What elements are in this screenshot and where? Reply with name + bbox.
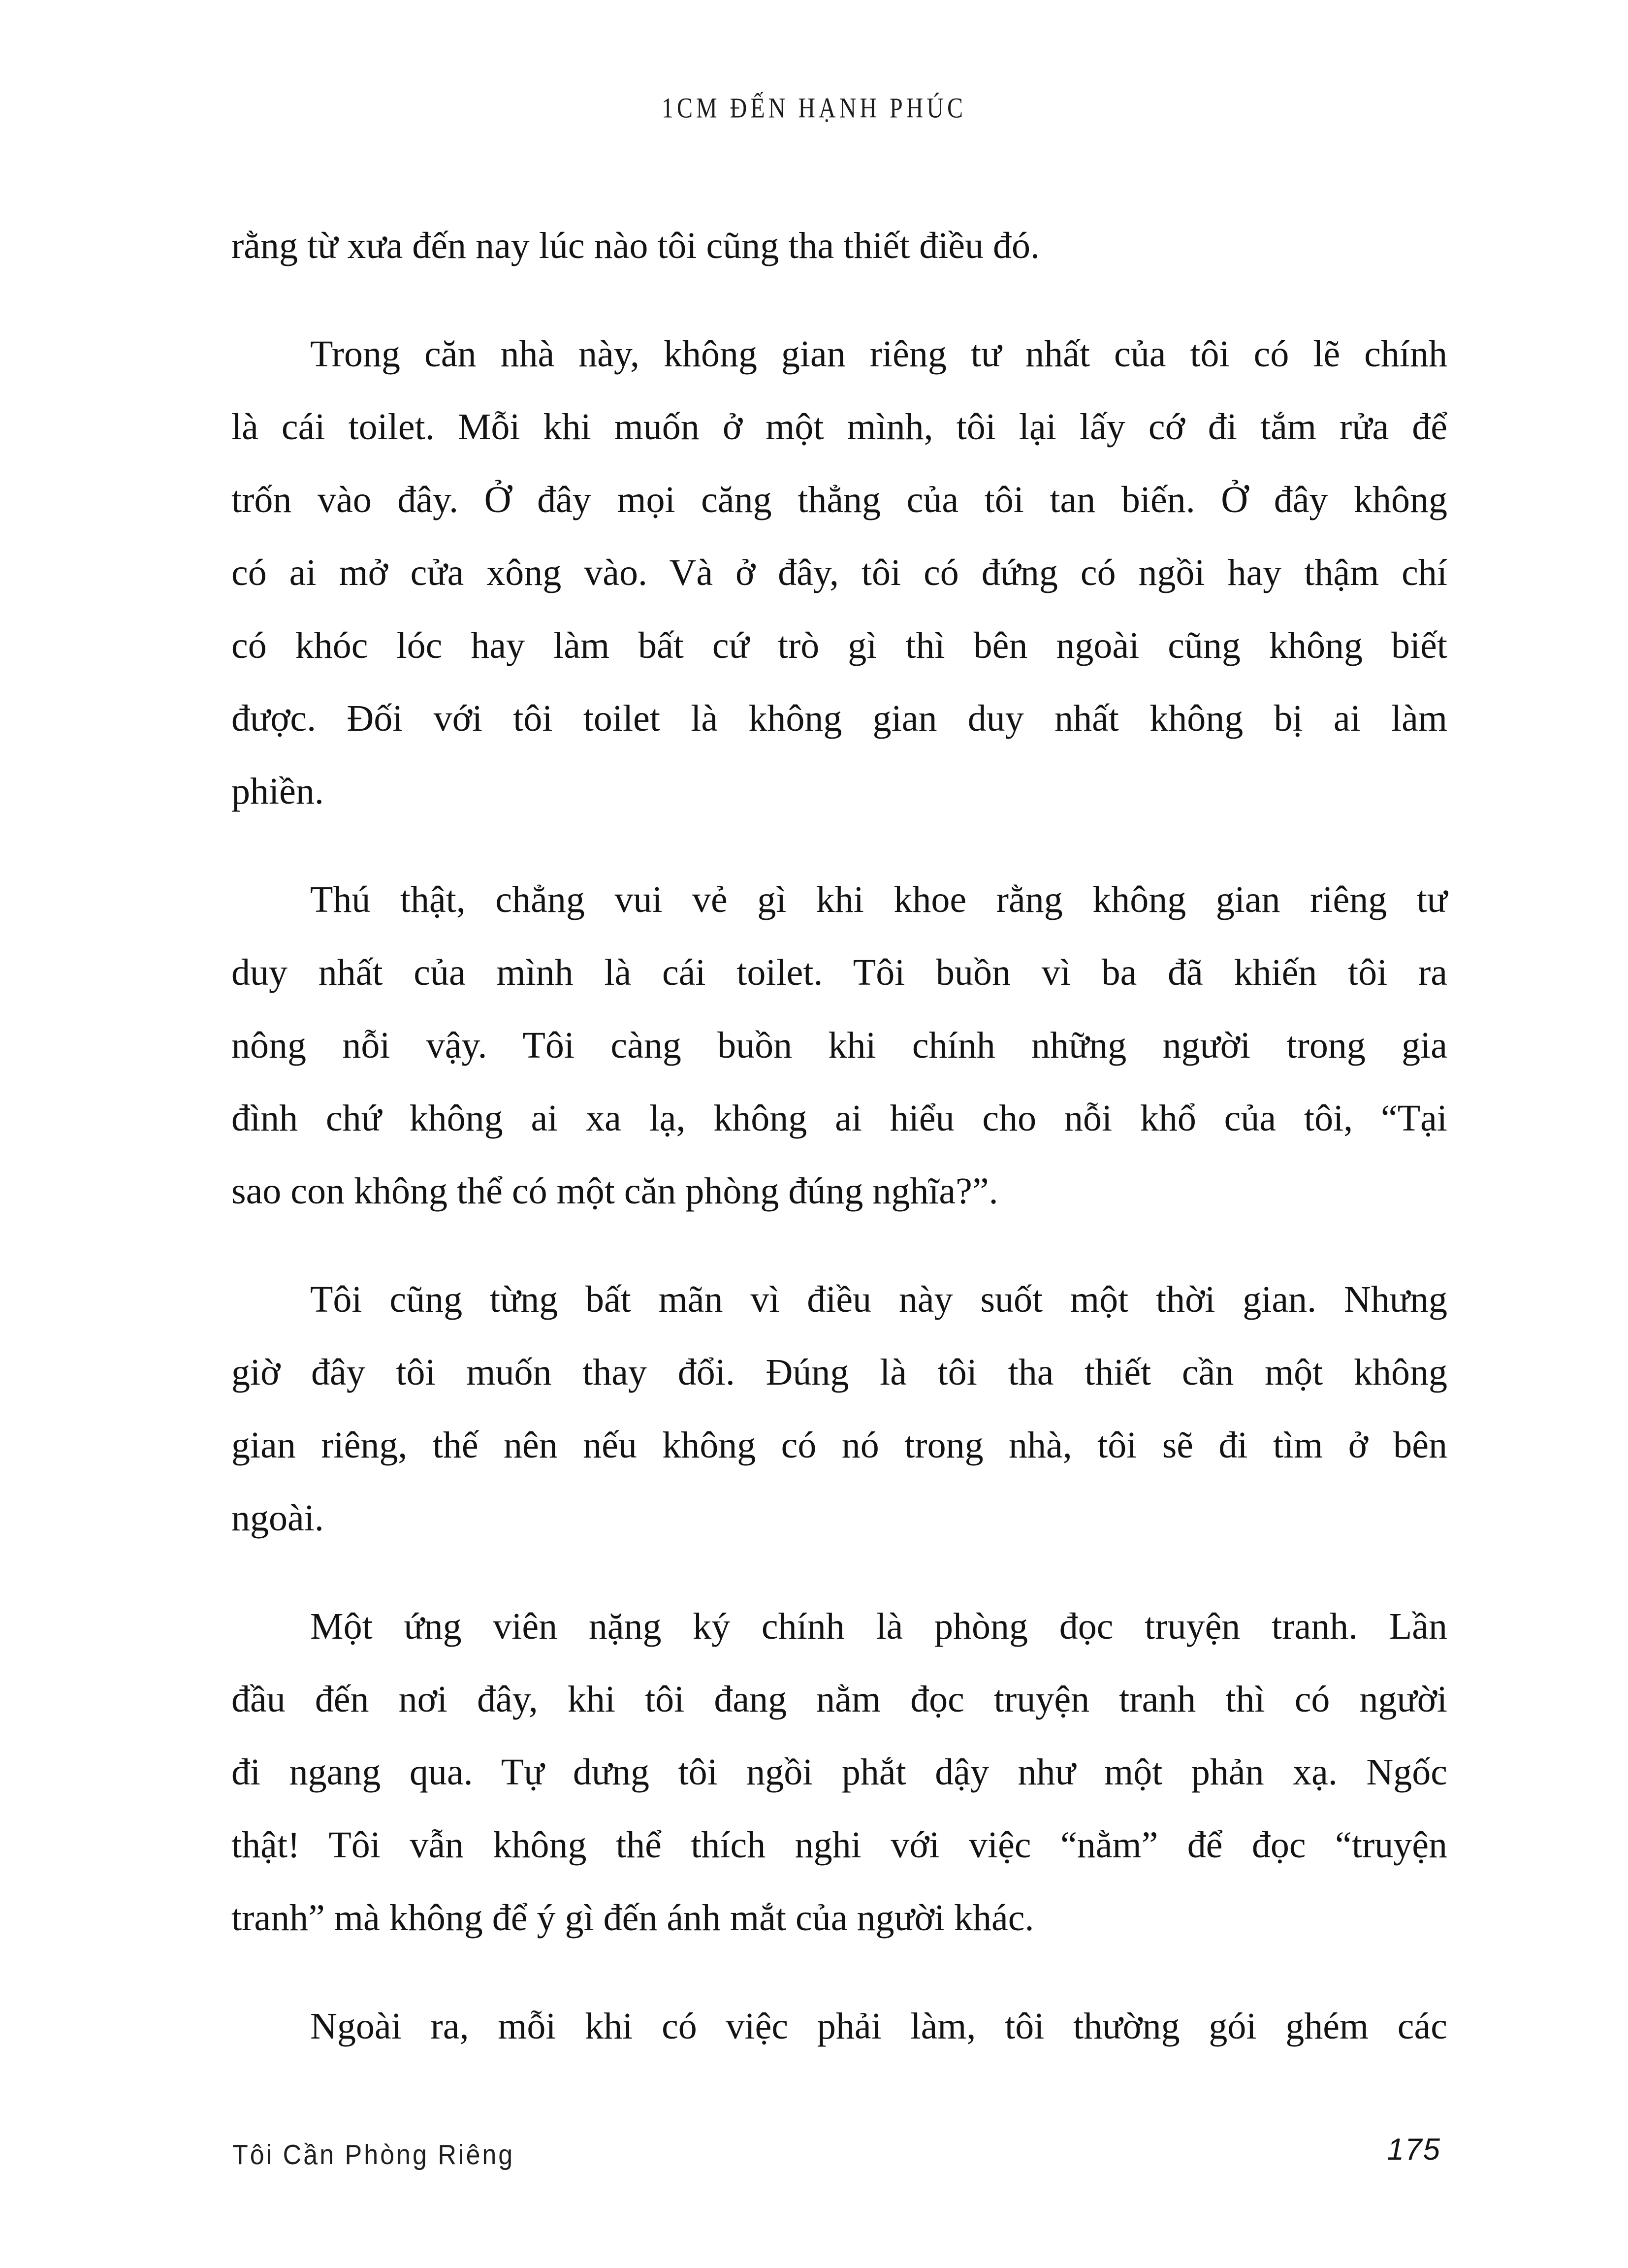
text-line: đình chứ không ai xa lạ, không ai hiểu cho nỗi khổ của tôi, “Tại — [231, 1098, 1447, 1139]
paragraph — [231, 1990, 1447, 2063]
text-line: có khóc lóc hay làm bất cứ trò gì thì bên ngoài cũng không biết — [231, 625, 1447, 666]
text-line: rằng từ xưa đến nay lúc nào tôi cũng tha thiết điều đó. — [231, 225, 1040, 266]
paragraph — [231, 209, 1447, 282]
text-line: gian riêng, thế nên nếu không có nó trong nhà, tôi sẽ đi tìm ở bên — [231, 1425, 1447, 1466]
body-text — [231, 209, 1447, 2063]
text-line: phiền. — [231, 771, 324, 812]
text-line: nông nỗi vậy. Tôi càng buồn khi chính những người trong gia — [231, 1025, 1447, 1066]
text-line: trốn vào đây. Ở đây mọi căng thẳng của tôi tan biến. Ở đây không — [231, 479, 1447, 520]
text-line: có ai mở cửa xông vào. Và ở đây, tôi có đứng có ngồi hay thậm chí — [231, 552, 1447, 593]
text-line: đầu đến nơi đây, khi tôi đang nằm đọc truyện tranh thì có người — [231, 1679, 1447, 1720]
running-header — [0, 92, 1628, 124]
text-line: ngoài. — [231, 1497, 324, 1539]
footer — [0, 2132, 1628, 2191]
footer-chapter-title: Tôi Cần Phòng Riêng — [232, 2139, 515, 2171]
running-header-text: 1CM ĐẾN HẠNH PHÚC — [661, 92, 967, 124]
text-line: Trong căn nhà này, không gian riêng tư nhất của tôi có lẽ chính — [310, 333, 1447, 375]
text-line: giờ đây tôi muốn thay đổi. Đúng là tôi tha thiết cần một không — [231, 1352, 1447, 1393]
text-line: duy nhất của mình là cái toilet. Tôi buồn vì ba đã khiến tôi ra — [231, 952, 1447, 993]
paragraph — [231, 1590, 1447, 1954]
text-line: Ngoài ra, mỗi khi có việc phải làm, tôi thường gói ghém các — [310, 2006, 1447, 2047]
paragraph — [231, 318, 1447, 828]
text-line: thật! Tôi vẫn không thể thích nghi với việc “nằm” để đọc “truyện — [231, 1824, 1447, 1866]
text-line: Tôi cũng từng bất mãn vì điều này suốt một thời gian. Nhưng — [310, 1279, 1447, 1320]
text-line: đi ngang qua. Tự dưng tôi ngồi phắt dậy như một phản xạ. Ngốc — [231, 1751, 1447, 1793]
text-line: Một ứng viên nặng ký chính là phòng đọc truyện tranh. Lần — [310, 1606, 1447, 1647]
paragraph — [231, 863, 1447, 1228]
paragraph — [231, 1263, 1447, 1555]
text-line: là cái toilet. Mỗi khi muốn ở một mình, tôi lại lấy cớ đi tắm rửa để — [231, 406, 1447, 448]
text-line: được. Đối với tôi toilet là không gian duy nhất không bị ai làm — [231, 698, 1447, 739]
page-number: 175 — [1387, 2133, 1441, 2167]
text-line: tranh” mà không để ý gì đến ánh mắt của người khác. — [231, 1897, 1034, 1939]
text-line: Thú thật, chẳng vui vẻ gì khi khoe rằng không gian riêng tư — [310, 879, 1447, 920]
text-line: sao con không thể có một căn phòng đúng nghĩa?”. — [231, 1170, 998, 1212]
